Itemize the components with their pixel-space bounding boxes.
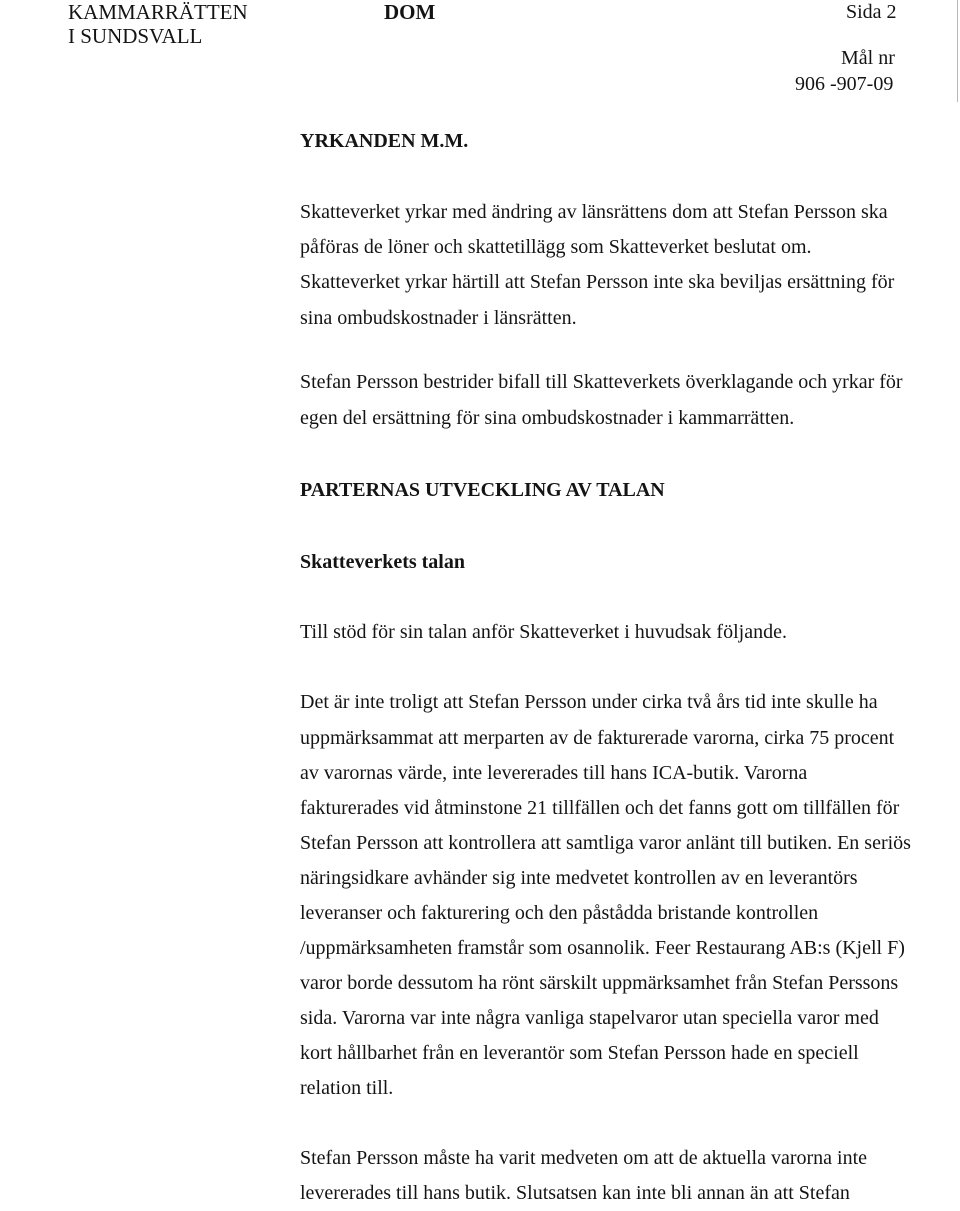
text-line: uppmärksammat att merparten av de fakturerade varorna, cirka 75 procent — [300, 727, 895, 749]
text-line: varor borde dessutom ha rönt särskilt uppmärksamhet från Stefan Perssons — [300, 972, 899, 994]
text-line: Stefan Persson måste ha varit medveten om att de aktuella varorna inte — [300, 1147, 868, 1169]
section-heading: YRKANDEN M.M. — [300, 130, 469, 152]
text-line: Det är inte troligt att Stefan Persson under cirka två års tid inte skulle ha — [300, 691, 878, 713]
text-line: Stefan Persson att kontrollera att samtliga varor anlänt till butiken. En seriös — [300, 832, 911, 854]
scan-edge-line — [957, 0, 958, 102]
text-line: sina ombudskostnader i länsrätten. — [300, 307, 577, 329]
text-line: relation till. — [300, 1077, 394, 1099]
text-line: näringsidkare avhänder sig inte medvetet kontrollen av en leverantörs — [300, 867, 858, 889]
text-line: påföras de löner och skattetillägg som Skatteverket beslutat om. — [300, 236, 812, 258]
text-line: Stefan Persson bestrider bifall till Skatteverkets överklagande och yrkar för — [300, 371, 903, 393]
text-line: Till stöd för sin talan anför Skatteverket i huvudsak följande. — [300, 621, 787, 643]
text-line: egen del ersättning för sina ombudskostnader i kammarrätten. — [300, 407, 795, 429]
subsection-heading: Skatteverkets talan — [300, 551, 465, 573]
text-line: levererades till hans butik. Slutsatsen kan inte bli annan än att Stefan — [300, 1182, 850, 1204]
text-line: leveranser och fakturering och den påstådda bristande kontrollen — [300, 902, 819, 924]
section-heading: PARTERNAS UTVECKLING AV TALAN — [300, 479, 665, 501]
text-line: sida. Varorna var inte några vanliga stapelvaror utan speciella varor med — [300, 1007, 879, 1029]
text-line: Skatteverket yrkar härtill att Stefan Persson inte ska beviljas ersättning för — [300, 271, 895, 293]
text-line: /uppmärksamheten framstår som osannolik. Feer Restaurang AB:s (Kjell F) — [300, 937, 905, 959]
page-number: Sida 2 — [846, 1, 897, 23]
text-line: fakturerades vid åtminstone 21 tillfällen och det fanns gott om tillfällen för — [300, 797, 900, 819]
text-line: av varornas värde, inte levererades till hans ICA-butik. Varorna — [300, 762, 808, 784]
case-label: Mål nr — [841, 47, 895, 69]
text-line: Skatteverket yrkar med ändring av länsrättens dom att Stefan Persson ska — [300, 201, 888, 223]
case-number: 906 -907-09 — [795, 73, 894, 95]
text-line: kort hållbarhet från en leverantör som Stefan Persson hade en speciell — [300, 1042, 859, 1064]
court-name-line1: KAMMARRÄTTEN — [68, 0, 248, 24]
court-name-line2: I SUNDSVALL — [68, 24, 203, 48]
document-type: DOM — [384, 0, 436, 24]
